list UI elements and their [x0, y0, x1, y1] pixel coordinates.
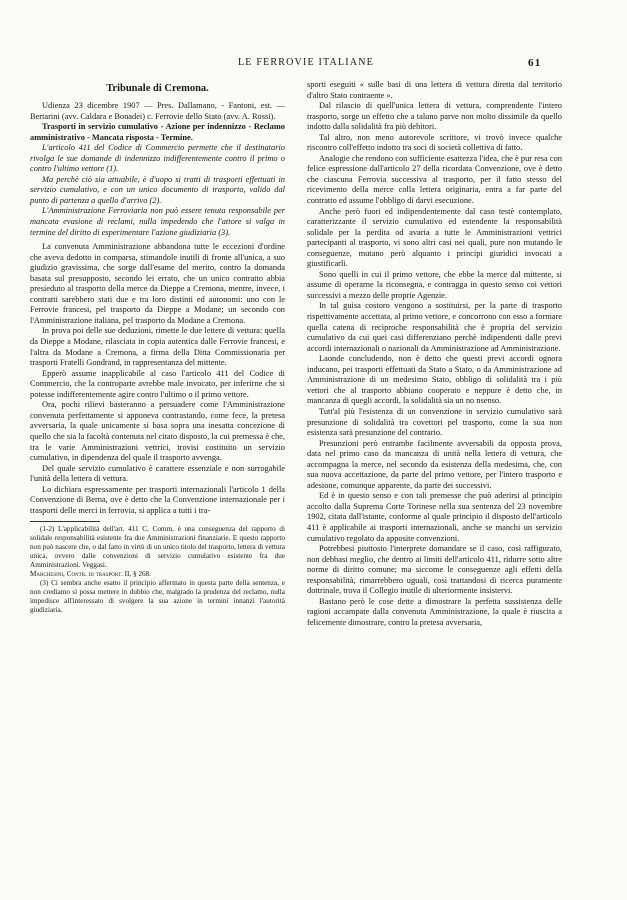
body-paragraph: Ora, pochi rilievi basteranno a persuadere come l'Amministrazione convenuta perfettamente si apponeva contrastando, come fece, la pretesa avversaria, la quale unicamente si basa sopra una inesatta concezione di quello che sia la facoltà contenuta nel citato disposto, la cui premessa è che, tra le varie Amministrazioni vettrici, trovisi costituito un servizio cumulativo, in dipendenza del quale il trasporto avvenga.: [30, 400, 285, 463]
maxim-paragraph: Ma perchè ciò sia attuabile, è d'uopo si tratti di trasporti effettuati in servizio cumulativo, e con un unico documento di trasporto, valido dal punto di partenza a quello d'arrivo (2).: [30, 174, 285, 205]
body-paragraph: Anche però fuori ed indipendentemente dal caso testè contemplato, caratterizzante il servizio cumulativo ed estendente la responsabilità solidale per la perdita od avaria a tutte le Amministrazioni vettrici partecipanti al trasporto, vi sono altri casi nei quali, pure non mutando le conseguenze, mutano però alquanto i principi giuridici invocati a giustificarli.: [307, 206, 562, 269]
maxim-paragraph: L'articolo 411 del Codice di Commercio permette che il destinatario rivolga le sue domande di indennizzo indifferentemente contro il primo o contro l'ultimo vettore (1).: [30, 143, 285, 174]
page-number: 61: [528, 57, 542, 69]
body-paragraph: Tal altro, non meno autorevole scrittore, vi trovò invece qualche riscontro coll'effetto indotto tra soci di società collettiva di fatto.: [307, 132, 562, 153]
footnote: (3) Ci sembra anche esatto il principio affermato in questa parte della sentenza, e non crediamo si possa mettere in dubbio che, malgrado la prudenza del reclamo, nulla impedisce all'interessato di svolgere la sua azione in termini innanzi l'autorità giudiziaria.: [30, 579, 285, 615]
body-paragraph: Dal rilascio di quell'unica lettera di vettura, comprendente l'intero trasporto, sorge un effetto che a taluno parve non molto dissimile da quello indotto dalla solidalità fra più debitori.: [307, 101, 562, 132]
footnote-citation: Marchesini, Contr. di trasport. II, § 268.: [30, 570, 151, 579]
body-paragraph: sporti eseguiti « sulle basi di una lettera di vettura diretta dal territorio d'altro Stato contraente ».: [307, 80, 562, 100]
section-title: Tribunale di Cremona.: [106, 83, 209, 94]
body-paragraph: In prova poi delle sue deduzioni, rimette le due lettere di vettura: quella da Dieppe a Modane, rilasciata in copia autentica dalle Ferrovie francesi, e l'altra da Modane a Cremona, a firma della Ditta Commissionaria per trasporti Fratelli Gondrand, in rappresentanza del mittente.: [30, 326, 285, 368]
body-paragraph: In tal guisa costoro vengono a sostituirsi, per la parte di trasporto rispettivamente accettata, al primo vettore, e concorrono con esso a formare quella catena di reciproche responsabilità che è propria del servizio cumulativo da cui quei casi differenziano perchè indipendenti dalle previ accordi internazionali o nazionali da Amministrazione ad Amministrazione.: [307, 301, 562, 353]
headnote-keywords: Trasporti in servizio cumulativo - Azione per indennizzo - Reclamo amministrativo - Mancata risposta - Termine.: [30, 122, 285, 142]
hearing-line: Udienza 23 dicembre 1907 — Pres. Dallamano, - Fantoni, est. — Bertarini (avv. Caldara e Bonadei) c. Ferrovie dello Stato (avv. A. Rossi).: [30, 101, 285, 121]
running-header: [0, 57, 627, 71]
running-title: LE FERROVIE ITALIANE: [238, 57, 374, 68]
body-paragraph: Lo dichiara espressamente per trasporti internazionali l'articolo 1 della Convenzione di Berna, ove è detto che la Convenzione internazionale per i trasporti delle merci in ferrovia, si applica a tutti i tra-: [30, 484, 285, 515]
body-paragraph: Del quale servizio cumulativo è carattere essenziale e non surrogabile l'unità della lettera di vettura.: [30, 463, 285, 484]
footnote: (1-2) L'applicabilità dell'art. 411 C. Comm. è una conseguenza del rapporto di solidale responsabilità esistente fra due Amministrazioni finanziarie. E questo rapporto non può nascere che, o dal fatto in virtù di un unico titolo del trasporto, lettera di vettura unica, ovvero dalle convenzioni di servizio cumulativo esistente fra due Amministrazioni. Veggasi.: [30, 525, 285, 570]
footnotes: [30, 525, 285, 615]
body-paragraph: Analogie che rendono con sufficiente esattezza l'idea, che è pur resa con felice espressione dall'articolo 27 della ricordata Convenzione, ove è detto che ciascuna Ferrovia successiva al trasporto, per il fatto stesso del ricevimento della merce colla lettera originaria, entra a far parte del contratto ed assume l'obbligo di darvi esecuzione.: [307, 153, 562, 206]
body-paragraph: Epperò assume inapplicabile al caso l'articolo 411 del Codice di Commercio, che la controparte avrebbe male invocato, per inferirne che si potesse indifferentemente agire contro l'ultimo o il primo vettore.: [30, 368, 285, 399]
body-paragraph: La convenuta Amministrazione abbandona tutte le eccezioni d'ordine che aveva dedotto in comparsa, stimandole inutili di fronte all'unica, a suo giudizio gravissima, che sorge dall'esame del merito, contro la domanda basata sul presupposto, secondo lei errato, che un unico contratto abbia presieduto al trasporto della merce da Dieppe a Cremona, mentre, invece, i contratti sarebbero stati due e tra loro distinti ed autonomi: uno con le Ferrovie francesi, pel trasporto da Dieppe a Modane; un secondo con l'Amministrazione italiana, pel trasporto da Modane a Cremona.: [30, 242, 285, 325]
body-paragraph: Sono quelli in cui il primo vettore, che ebbe la merce dal mittente, si assume di operarne la riconsegna, e contragga in questo senso coi vettori successivi a mezzo delle proprie Agenzie.: [307, 269, 562, 300]
body-paragraph: Bastano però le cose dette a dimostrare la perfetta sussistenza delle ragioni accampate dalla convenuta Amministrazione, la quale è riuscita a felicemente dimostrare, contro la pretesa avversaria,: [307, 596, 562, 627]
left-column: [30, 80, 285, 615]
body-paragraph: Potrebbesi piuttosto l'interprete domandare se il caso, così raffigurato, non debbasi meglio, che dentro ai limiti dell'articolo 411, ridurre sotto altre norme di diritto comune; ma siccome le conseguenze agli effetti della responsabilità, rimarrebbero uguali, così trattandosi di ricerca puramente dottrinale, trova il Collegio inutile di ulteriormente insistervi.: [307, 544, 562, 596]
body-paragraph: Laonde concludendo, non è detto che questi previ accordi ognora inducano, pei trasporti effettuati da Stato a Stato, o da Amministrazione ad Amministrazione di un medesimo Stato, obbligo di solidalità tra i più vettori che al trasporto abbiano cooperato e neppure è detto che, in mancanza di quegli accordi, la solidalità sia un no nsenso.: [307, 354, 562, 406]
body-paragraph: Tutt'al più l'esistenza di un convenzione in servizio cumulativo sarà presunzione di solidalità tra covettori pel trasporto, come la sua non esistenza sarà presunzione del contrario.: [307, 406, 562, 438]
footnote-rule: [30, 521, 100, 522]
body-paragraph: Ed è in questo senso e con tali premesse che può aderirsi al principio accolto dalla Suprema Corte Torinese nella sua sentenza del 23 novembre 1902, citata dall'istante, conforme al quale principio il disposto dell'articolo 411 è applicabile ai trasporti internazionali, anche se manchi un servizio cumulativo regolato da apposite convenzioni.: [307, 491, 562, 543]
maxim-paragraph: L'Amministrazione Ferroviaria non può essere tenuta responsabile per mancata evasione di reclami, nulla impedendo che l'attore si valga in termine del diritto di esperimentare l'azione giudiziaria (3).: [30, 206, 285, 237]
body-paragraph: Presunzioni però entrambe facilmente avversabili da opposta prova, data nel primo caso da mancanza di unità nella lettera di vettura, che accompagna la merce, nel secondo da esistenza della medesima, che, con sua nuova accettazione, da parte del primo vettore, per l'intero trasporto e adesione, comunque apparente, da parte dei successivi.: [307, 438, 562, 490]
right-column: [307, 80, 562, 628]
